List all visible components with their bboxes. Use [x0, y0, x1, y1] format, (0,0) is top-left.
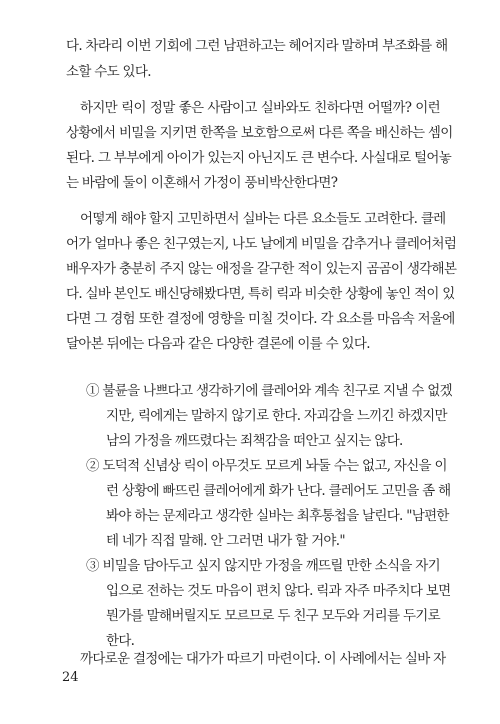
outcome-item-1-line: 지만, 릭에게는 말하지 않기로 한다. 자괴감을 느끼긴 하겠지만 [106, 408, 447, 424]
body-line: 상황에서 비밀을 지키면 한쪽을 보호함으로써 다른 쪽을 배신하는 셈이 [66, 125, 453, 141]
outcome-item-1-line: 남의 가정을 깨뜨렸다는 죄책감을 떠안고 싶지는 않다. [106, 433, 403, 449]
outcome-item-3-line: 뭔가를 말해버릴지도 모르므로 두 친구 모두와 거리를 두기로 [106, 608, 440, 624]
body-line: 까다로운 결정에는 대가가 따르기 마련이다. 이 사례에서는 실바 자 [80, 651, 446, 667]
body-line: 된다. 그 부부에게 아이가 있는지 아닌지도 큰 변수다. 사실대로 털어놓 [66, 150, 452, 166]
page-number: 24 [62, 670, 79, 685]
body-line: 소할 수도 있다. [66, 64, 151, 80]
body-line: 다. 실바 본인도 배신당해봤다면, 특히 릭과 비슷한 상황에 놓인 적이 있 [66, 286, 455, 302]
body-line: 어떻게 해야 할지 고민하면서 실바는 다른 요소들도 고려한다. 클레 [80, 211, 446, 227]
outcome-item-1: ① 불륜을 나쁘다고 생각하기에 클레어와 계속 친구로 지낼 수 없겠 [86, 383, 452, 399]
outcome-item-2-line: 봐야 하는 문제라고 생각한 실바는 최후통첩을 날린다. "남편한 [106, 508, 449, 524]
body-line: 는 바람에 둘이 이혼해서 가정이 풍비박산한다면? [66, 175, 338, 191]
body-line: 배우자가 충분히 주지 않는 애정을 갈구한 적이 있는지 곰곰이 생각해본 [66, 261, 457, 277]
body-line: 다면 그 경험 또한 결정에 영향을 미칠 것이다. 각 요소를 마음속 저울에 [66, 311, 455, 327]
outcome-item-2: ② 도덕적 신념상 릭이 아무것도 모르게 놔둘 수는 없고, 자신을 이 [86, 458, 447, 474]
outcome-item-3-line: 입으로 전하는 것도 마음이 편치 않다. 릭과 자주 마주치다 보면 [106, 583, 451, 599]
outcome-item-2-line: 런 상황에 빠뜨린 클레어에게 화가 난다. 클레어도 고민을 좀 해 [106, 483, 451, 499]
body-line: 어가 얼마나 좋은 친구였는지, 나도 날에게 비밀을 감추거나 클레어처럼 [66, 236, 457, 252]
outcome-item-2-line: 테 네가 직접 말해. 안 그러면 내가 할 거야." [106, 533, 345, 549]
body-line: 다. 차라리 이번 기회에 그런 남편하고는 헤어지라 말하며 부조화를 해 [66, 38, 448, 54]
outcome-item-3: ③ 비밀을 담아두고 싶지 않지만 가정을 깨뜨릴 만한 소식을 자기 [86, 558, 440, 574]
body-line: 하지만 릭이 정말 좋은 사람이고 실바와도 친하다면 어떨까? 이런 [80, 100, 440, 116]
body-line: 달아본 뒤에는 다음과 같은 다양한 결론에 이를 수 있다. [66, 336, 370, 352]
outcome-item-3-line: 한다. [106, 633, 135, 649]
